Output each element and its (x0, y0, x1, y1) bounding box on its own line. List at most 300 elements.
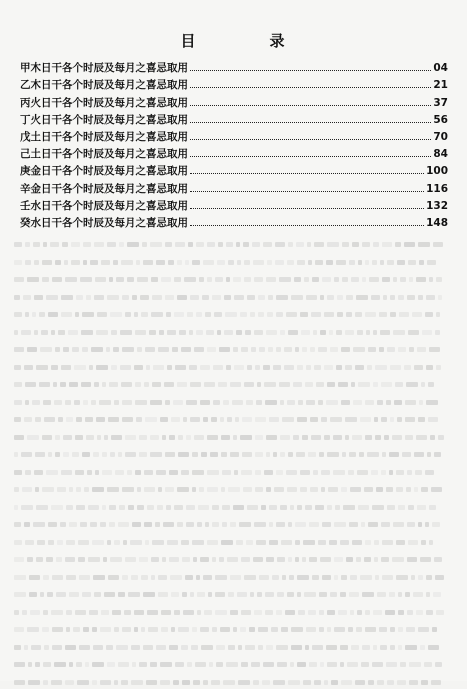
bleed-mark (82, 347, 88, 352)
bleed-mark (167, 330, 176, 335)
bleed-mark (205, 522, 209, 527)
bleed-mark (223, 680, 235, 685)
bleed-mark (125, 435, 136, 440)
bleed-mark (302, 435, 308, 440)
bleed-mark (139, 662, 147, 667)
bleed-mark (349, 260, 355, 265)
bleed-mark (43, 242, 47, 247)
bleed-mark (261, 505, 266, 510)
bleed-line (14, 355, 454, 361)
bleed-mark (146, 680, 157, 685)
bleed-line (14, 547, 454, 553)
bleed-mark (311, 435, 321, 440)
bleed-mark (60, 522, 66, 527)
bleed-mark (286, 470, 297, 475)
bleed-mark (119, 505, 125, 510)
bleed-line (14, 337, 454, 343)
bleed-mark (114, 680, 118, 685)
bleed-mark (405, 592, 410, 597)
bleed-mark (276, 610, 282, 615)
bleed-mark (415, 470, 422, 475)
bleed-mark (207, 540, 218, 545)
bleed-line (14, 267, 454, 273)
bleed-mark (242, 452, 252, 457)
bleed-mark (14, 435, 24, 440)
bleed-mark (393, 522, 404, 527)
bleed-mark (139, 557, 148, 562)
bleed-mark (177, 382, 187, 387)
bleed-mark (107, 540, 111, 545)
bleed-mark (159, 330, 164, 335)
bleed-mark (174, 610, 180, 615)
bleed-mark (167, 540, 178, 545)
bleed-mark (276, 347, 281, 352)
bleed-mark (44, 645, 49, 650)
bleed-mark (393, 330, 405, 335)
bleed-mark (36, 365, 48, 370)
bleed-mark (382, 242, 392, 247)
bleed-mark (212, 522, 219, 527)
bleed-mark (104, 592, 115, 597)
bleed-mark (25, 470, 31, 475)
toc-entry-page: 84 (433, 148, 448, 161)
bleed-mark (151, 575, 155, 580)
bleed-mark (34, 330, 38, 335)
bleed-mark (305, 505, 312, 510)
bleed-mark (365, 435, 372, 440)
bleed-mark (362, 645, 370, 650)
bleed-mark (63, 452, 69, 457)
bleed-mark (234, 295, 244, 300)
toc-entry[interactable] (20, 109, 448, 126)
bleed-mark (434, 557, 442, 562)
bleed-mark (42, 260, 52, 265)
bleed-mark (192, 470, 204, 475)
bleed-mark (287, 487, 297, 492)
bleed-line (14, 652, 454, 658)
bleed-mark (387, 347, 395, 352)
bleed-mark (359, 452, 364, 457)
bleed-mark (244, 575, 256, 580)
bleed-mark (181, 470, 189, 475)
toc-entry[interactable] (20, 126, 448, 143)
bleed-mark (379, 312, 387, 317)
bleed-mark (197, 592, 205, 597)
bleed-mark (254, 330, 263, 335)
bleed-mark (76, 295, 83, 300)
bleed-mark (255, 435, 263, 440)
toc-leader (190, 121, 431, 123)
bleed-mark (186, 435, 191, 440)
bleed-mark (75, 610, 86, 615)
bleed-mark (88, 505, 99, 510)
bleed-mark (151, 277, 158, 282)
bleed-mark (66, 610, 72, 615)
bleed-mark (241, 557, 250, 562)
bleed-mark (273, 365, 281, 370)
bleed-mark (207, 487, 218, 492)
bleed-mark (161, 627, 168, 632)
bleed-mark (47, 592, 53, 597)
bleed-mark (409, 662, 421, 667)
bleed-mark (431, 487, 442, 492)
bleed-mark (371, 295, 380, 300)
bleed-mark (426, 592, 430, 597)
toc-entry[interactable] (20, 195, 448, 212)
bleed-mark (341, 487, 347, 492)
bleed-mark (349, 522, 358, 527)
bleed-mark (94, 242, 104, 247)
bleed-mark (381, 522, 390, 527)
bleed-mark (14, 400, 22, 405)
bleed-mark (236, 330, 242, 335)
bleed-mark (48, 540, 54, 545)
bleed-mark (24, 417, 32, 422)
bleed-mark (76, 487, 81, 492)
bleed-mark (57, 487, 66, 492)
bleed-mark (94, 382, 99, 387)
bleed-line (14, 407, 454, 413)
toc-entry[interactable] (20, 143, 448, 160)
bleed-mark (162, 557, 166, 562)
bleed-mark (274, 487, 284, 492)
bleed-mark (377, 400, 383, 405)
bleed-mark (82, 592, 91, 597)
bleed-mark (276, 645, 288, 650)
bleed-mark (29, 575, 40, 580)
bleed-mark (318, 400, 323, 405)
bleed-mark (281, 627, 288, 632)
bleed-mark (314, 242, 324, 247)
bleed-mark (326, 260, 333, 265)
bleed-mark (66, 505, 73, 510)
bleed-mark (212, 557, 216, 562)
bleed-mark (215, 610, 227, 615)
bleed-mark (381, 382, 392, 387)
bleed-mark (210, 452, 218, 457)
bleed-mark (381, 417, 387, 422)
bleed-mark (319, 592, 327, 597)
bleed-mark (127, 470, 132, 475)
bleed-mark (315, 505, 324, 510)
bleed-mark (94, 592, 101, 597)
toc-entry[interactable] (20, 74, 448, 91)
bleed-mark (233, 505, 244, 510)
bleed-mark (438, 435, 444, 440)
bleed-mark (371, 470, 378, 475)
bleed-mark (132, 522, 141, 527)
toc-entry[interactable] (20, 57, 448, 74)
bleed-mark (380, 330, 390, 335)
bleed-mark (155, 522, 160, 527)
toc-entry-label: 丁火日干各个时辰及每月之喜忌取用 (20, 113, 188, 126)
bleed-mark (234, 470, 238, 475)
bleed-mark (334, 627, 345, 632)
bleed-mark (365, 610, 370, 615)
toc-entry[interactable] (20, 91, 448, 108)
bleed-mark (122, 347, 134, 352)
bleed-mark (192, 452, 198, 457)
bleed-mark (66, 417, 73, 422)
bleed-mark (171, 417, 180, 422)
bleed-mark (320, 662, 324, 667)
bleed-mark (128, 505, 134, 510)
bleed-mark (387, 680, 394, 685)
bleed-mark (308, 452, 316, 457)
bleed-mark (376, 487, 383, 492)
toc-entry[interactable] (20, 212, 448, 229)
bleed-mark (300, 312, 308, 317)
bleed-mark (398, 592, 402, 597)
bleed-mark (249, 627, 255, 632)
bleed-mark (256, 540, 266, 545)
bleed-mark (219, 347, 230, 352)
bleed-mark (350, 487, 361, 492)
bleed-mark (335, 505, 340, 510)
bleed-mark (65, 645, 76, 650)
bleed-mark (357, 330, 363, 335)
bleed-mark (55, 260, 61, 265)
bleed-mark (426, 575, 432, 580)
bleed-mark (181, 645, 188, 650)
bleed-mark (81, 330, 93, 335)
toc-entry-page: 116 (426, 182, 448, 195)
bleed-mark (51, 330, 55, 335)
bleed-mark (28, 680, 40, 685)
bleed-mark (386, 662, 397, 667)
bleed-mark (286, 312, 297, 317)
bleed-mark (390, 627, 395, 632)
bleed-mark (224, 295, 231, 300)
bleed-mark (197, 610, 201, 615)
bleed-mark (174, 277, 181, 282)
bleed-mark (114, 627, 119, 632)
bleed-mark (257, 592, 262, 597)
bleed-mark (46, 295, 58, 300)
bleed-mark (21, 330, 31, 335)
bleed-mark (25, 260, 31, 265)
bleed-mark (203, 680, 208, 685)
bleed-mark (417, 505, 426, 510)
bleed-mark (153, 365, 164, 370)
bleed-mark (334, 575, 338, 580)
bleed-mark (379, 347, 384, 352)
bleed-mark (288, 680, 300, 685)
bleed-mark (266, 435, 277, 440)
bleed-line (14, 617, 454, 623)
toc-leader (190, 190, 424, 192)
bleed-mark (97, 312, 107, 317)
bleed-line (14, 600, 454, 606)
bleed-mark (282, 417, 294, 422)
bleed-mark (131, 645, 140, 650)
bleed-mark (186, 505, 195, 510)
bleed-mark (365, 400, 374, 405)
bleed-mark (336, 330, 342, 335)
bleed-mark (321, 487, 325, 492)
bleed-mark (32, 400, 40, 405)
bleed-mark (189, 365, 197, 370)
bleed-mark (295, 540, 300, 545)
bleed-mark (190, 382, 201, 387)
bleed-line (14, 442, 454, 448)
bleed-mark (288, 330, 298, 335)
bleed-mark (185, 260, 189, 265)
bleed-mark (319, 610, 324, 615)
bleed-mark (22, 610, 27, 615)
bleed-mark (418, 627, 429, 632)
bleed-mark (158, 487, 162, 492)
bleed-line (14, 635, 454, 641)
bleed-mark (14, 522, 21, 527)
bleed-mark (35, 417, 41, 422)
bleed-mark (14, 610, 19, 615)
bleed-mark (381, 470, 386, 475)
bleed-mark (151, 557, 159, 562)
bleed-mark (122, 487, 134, 492)
bleed-mark (220, 627, 230, 632)
bleed-mark (35, 662, 40, 667)
bleed-mark (309, 522, 319, 527)
toc-entry-page: 148 (426, 216, 448, 229)
bleed-mark (93, 452, 99, 457)
bleed-mark (108, 575, 119, 580)
bleed-mark (427, 452, 431, 457)
bleed-mark (23, 295, 31, 300)
bleed-mark (340, 540, 349, 545)
bleed-mark (233, 277, 241, 282)
bleed-mark (90, 522, 97, 527)
bleed-mark (329, 540, 337, 545)
bleed-mark (165, 400, 170, 405)
bleed-mark (51, 680, 62, 685)
bleed-mark (14, 540, 22, 545)
bleed-mark (314, 365, 321, 370)
bleed-mark (228, 592, 234, 597)
bleed-mark (255, 365, 260, 370)
bleed-mark (196, 575, 200, 580)
bleed-mark (230, 610, 238, 615)
bleed-mark (21, 452, 32, 457)
bleed-mark (150, 435, 159, 440)
bleed-mark (212, 505, 219, 510)
toc-entry-page: 37 (433, 96, 448, 109)
bleed-mark (83, 242, 91, 247)
bleed-mark (409, 347, 414, 352)
bleed-mark (39, 312, 45, 317)
toc-entry-page: 100 (426, 165, 448, 178)
bleed-mark (52, 645, 62, 650)
bleed-mark (102, 470, 112, 475)
bleed-mark (128, 592, 140, 597)
bleed-mark (14, 277, 24, 282)
bleed-mark (125, 452, 136, 457)
bleed-mark (337, 312, 343, 317)
bleed-mark (425, 470, 434, 475)
bleed-mark (254, 277, 263, 282)
bleed-mark (61, 365, 71, 370)
bleed-mark (56, 557, 62, 562)
bleed-mark (277, 662, 287, 667)
bleed-mark (289, 575, 294, 580)
bleed-mark (429, 540, 433, 545)
bleed-mark (192, 540, 204, 545)
bleed-mark (233, 435, 237, 440)
bleed-mark (310, 487, 318, 492)
bleed-mark (365, 627, 376, 632)
bleed-mark (101, 260, 110, 265)
bleed-mark (198, 505, 209, 510)
bleed-mark (90, 260, 98, 265)
bleed-mark (267, 260, 272, 265)
bleed-mark (300, 470, 310, 475)
bleed-mark (338, 610, 347, 615)
bleed-mark (268, 347, 273, 352)
bleed-mark (356, 557, 361, 562)
bleed-mark (309, 557, 317, 562)
bleed-mark (116, 645, 128, 650)
toc-entry[interactable] (20, 177, 448, 194)
bleed-mark (66, 575, 76, 580)
bleed-mark (398, 505, 405, 510)
bleed-mark (266, 487, 271, 492)
bleed-mark (408, 505, 414, 510)
bleed-mark (209, 662, 213, 667)
toc-entry-page: 70 (433, 130, 448, 143)
bleed-mark (329, 330, 333, 335)
bleed-mark (207, 277, 212, 282)
bleed-mark (221, 435, 230, 440)
bleed-mark (185, 575, 193, 580)
bleed-mark (322, 575, 331, 580)
bleed-mark (40, 592, 44, 597)
bleed-mark (165, 295, 174, 300)
bleed-mark (368, 680, 374, 685)
bleed-mark (298, 400, 303, 405)
bleed-mark (86, 435, 94, 440)
bleed-mark (213, 400, 220, 405)
bleed-mark (124, 610, 131, 615)
page-title (0, 30, 467, 51)
bleed-mark (227, 557, 238, 562)
bleed-mark (322, 277, 331, 282)
bleed-mark (197, 522, 202, 527)
bleed-mark (367, 365, 372, 370)
bleed-mark (43, 680, 48, 685)
bleed-mark (303, 680, 311, 685)
bleed-mark (251, 662, 260, 667)
bleed-mark (266, 330, 277, 335)
bleed-mark (324, 312, 334, 317)
bleed-mark (61, 470, 72, 475)
bleed-mark (14, 330, 18, 335)
toc-entry[interactable] (20, 160, 448, 177)
bleed-mark (194, 435, 204, 440)
bleed-mark (258, 312, 264, 317)
bleed-mark (348, 627, 353, 632)
bleed-mark (296, 452, 305, 457)
bleed-mark (79, 645, 90, 650)
bleed-mark (212, 295, 221, 300)
bleed-line (14, 582, 454, 588)
bleed-mark (66, 627, 70, 632)
bleed-mark (122, 295, 129, 300)
bleed-line (14, 670, 454, 676)
bleed-mark (139, 435, 147, 440)
bleed-mark (428, 645, 439, 650)
bleed-mark (375, 435, 381, 440)
bleed-mark (226, 242, 233, 247)
